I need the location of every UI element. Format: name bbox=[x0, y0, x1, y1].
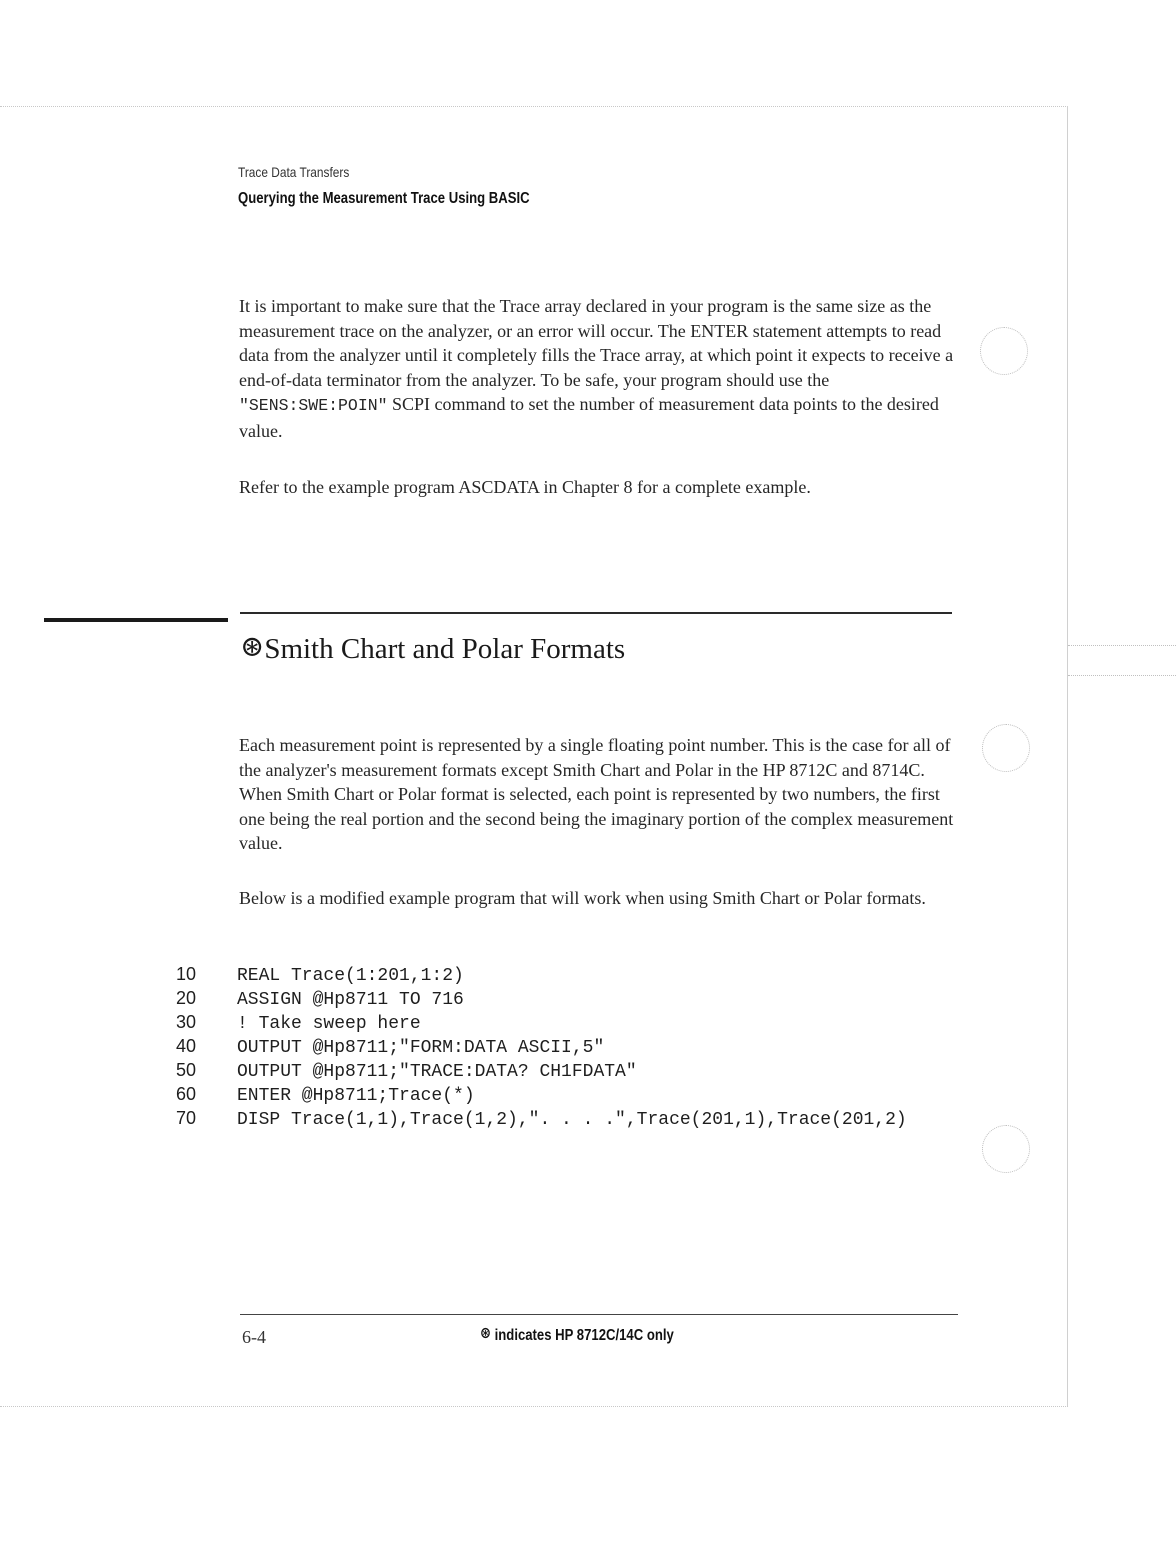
code-line bbox=[176, 1058, 907, 1082]
code-text: ! Take sweep here bbox=[237, 1014, 421, 1034]
code-text: DISP Trace(1,1),Trace(1,2),". . . .",Trace(201,1),Trace(201,2) bbox=[237, 1110, 907, 1130]
punch-hole bbox=[982, 1125, 1030, 1173]
code-text: ENTER @Hp8711;Trace(*) bbox=[237, 1086, 475, 1106]
code-line bbox=[176, 1010, 907, 1034]
line-number: 30 bbox=[176, 1012, 197, 1032]
code-line bbox=[176, 1082, 907, 1106]
line-number: 20 bbox=[176, 988, 197, 1008]
section-rule-thick bbox=[44, 618, 228, 622]
tab-mark bbox=[1068, 675, 1176, 676]
section-title: Querying the Measurement Trace Using BASIC bbox=[238, 190, 530, 207]
page-edge-top bbox=[0, 106, 1068, 107]
section-heading-text: Smith Chart and Polar Formats bbox=[264, 633, 626, 665]
section-paragraph-2: Below is a modified example program that will work when using Smith Chart or Polar formats. bbox=[239, 888, 926, 908]
line-number: 10 bbox=[176, 964, 197, 984]
punch-hole bbox=[980, 327, 1028, 375]
section-rule-thin bbox=[240, 612, 952, 614]
footer-note bbox=[480, 1325, 674, 1347]
page-number: 6-4 bbox=[242, 1327, 266, 1347]
code-line bbox=[176, 986, 907, 1010]
intro-paragraph-1 bbox=[239, 294, 959, 443]
running-head: Trace Data Transfers bbox=[238, 164, 350, 180]
section-heading bbox=[240, 630, 625, 668]
code-line bbox=[176, 962, 907, 986]
line-number: 70 bbox=[176, 1108, 197, 1128]
line-number: 40 bbox=[176, 1036, 197, 1056]
line-number: 50 bbox=[176, 1060, 197, 1080]
page-edge-right bbox=[1067, 106, 1068, 1406]
hp-8712c-14c-icon: ⊛ bbox=[480, 1325, 491, 1342]
hp-8712c-14c-icon: ⊛ bbox=[240, 631, 265, 663]
intro-text-a: It is important to make sure that the Trace array declared in your program is the same size as the measurement trace on the analyzer, or an error will occur. The ENTER statement attempts to read data from the analyzer until it completely fills the Trace array, at which point it expects to receive a end-of-data terminator from the analyzer. To be safe, your program should use the bbox=[239, 296, 954, 390]
page-edge-bottom bbox=[0, 1406, 1068, 1407]
tab-mark bbox=[1068, 645, 1176, 646]
intro-paragraph-2: Refer to the example program ASCDATA in Chapter 8 for a complete example. bbox=[239, 477, 811, 497]
code-text: ASSIGN @Hp8711 TO 716 bbox=[237, 990, 464, 1010]
footer-note-text: indicates HP 8712C/14C only bbox=[494, 1327, 674, 1344]
code-text: OUTPUT @Hp8711;"TRACE:DATA? CH1FDATA" bbox=[237, 1062, 637, 1082]
line-number: 60 bbox=[176, 1084, 197, 1104]
code-line bbox=[176, 1106, 907, 1130]
code-line bbox=[176, 1034, 907, 1058]
code-text: REAL Trace(1:201,1:2) bbox=[237, 966, 464, 986]
code-listing bbox=[176, 962, 907, 1130]
scpi-command: "SENS:SWE:POIN" bbox=[239, 396, 388, 415]
punch-hole bbox=[982, 724, 1030, 772]
code-text: OUTPUT @Hp8711;"FORM:DATA ASCII,5" bbox=[237, 1038, 605, 1058]
footer-rule bbox=[240, 1314, 958, 1315]
intro-text-b: SCPI command to set the number of measurement data points to the desired value. bbox=[239, 394, 939, 441]
section-paragraph-1: Each measurement point is represented by a single floating point number. This is the case for all of the analyzer's measurement formats except Smith Chart and Polar in the HP 8712C and 8714C. When Smith Chart or Polar format is selected, each point is represented by two numbers, the first one being the real portion and the second being the imaginary portion of the complex measurement value. bbox=[239, 735, 954, 853]
